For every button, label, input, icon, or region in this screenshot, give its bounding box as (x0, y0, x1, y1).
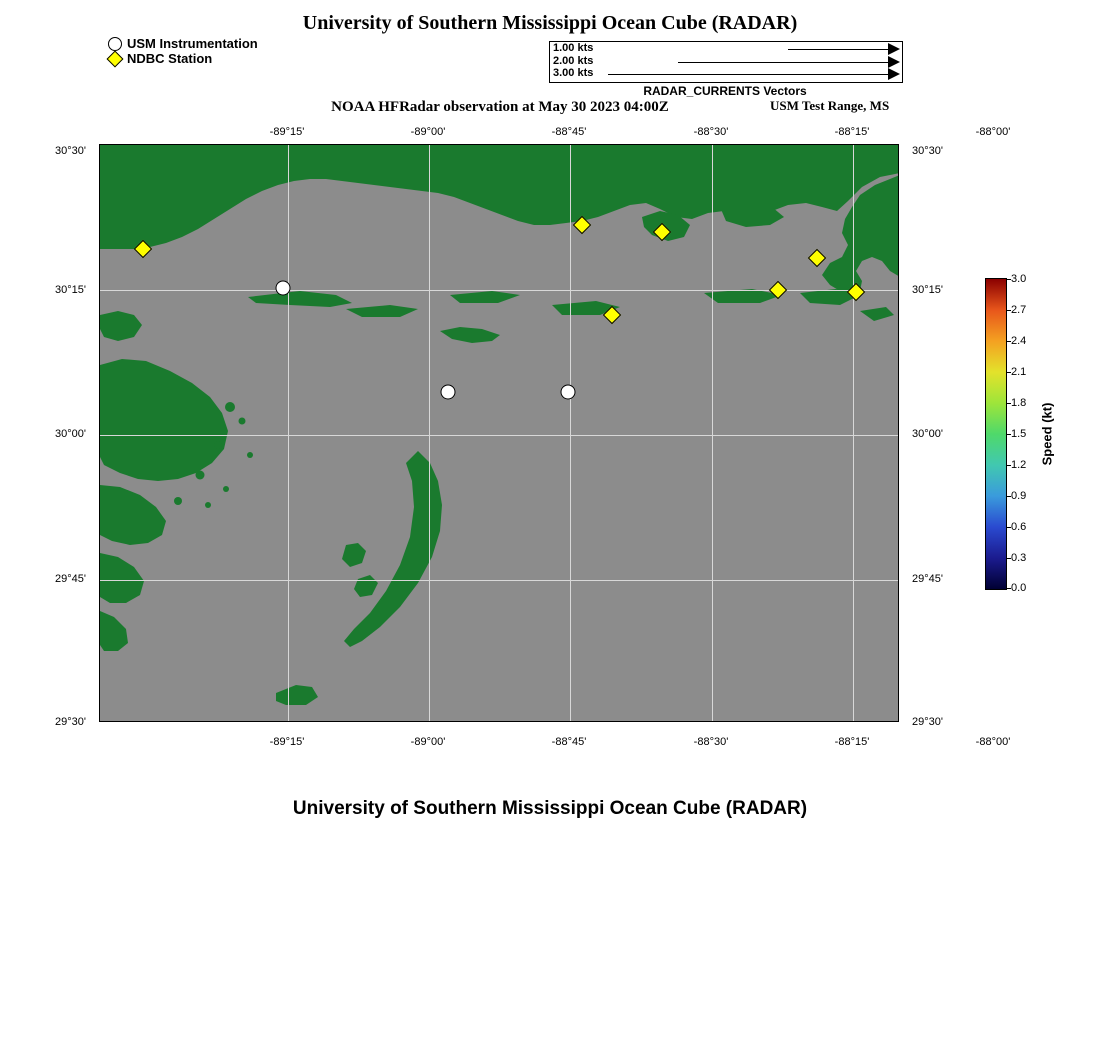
gridline-vertical (853, 145, 854, 721)
x-tick-top-5: -88°00' (975, 126, 1011, 138)
vector-line-1 (788, 49, 888, 50)
colorbar-tick-1: 2.7 (1011, 304, 1027, 316)
vector-line-3 (608, 74, 888, 75)
colorbar-tick-5: 1.5 (1011, 428, 1027, 440)
vector-scale-box (549, 41, 903, 83)
usm-instrumentation-marker[interactable] (561, 385, 576, 400)
y-tick-left-4: 29°30' (55, 716, 86, 728)
footer-title: University of Southern Mississippi Ocean Cube (RADAR) (292, 798, 808, 819)
x-tick-top-4: -88°15' (834, 126, 870, 138)
test-range-label: USM Test Range, MS (770, 98, 890, 113)
colorbar-tick-4: 1.8 (1011, 397, 1027, 409)
coastline-geometry (100, 145, 898, 721)
colorbar-tick-6: 1.2 (1011, 459, 1027, 471)
gridline-vertical (288, 145, 289, 721)
diamond-marker-icon (107, 50, 124, 67)
gridline-vertical (429, 145, 430, 721)
y-tick-left-1: 30°15' (55, 284, 86, 296)
vector-line-2 (678, 62, 888, 63)
map-canvas[interactable] (99, 144, 899, 722)
x-tick-bottom-1: -89°00' (410, 736, 446, 748)
legend-label-ndbc: NDBC Station (127, 51, 213, 66)
vector-scale-caption: RADAR_CURRENTS Vectors (643, 84, 807, 98)
colorbar-tick-8: 0.6 (1011, 521, 1027, 533)
observation-title: NOAA HFRadar observation at May 30 2023 04:00Z (331, 99, 669, 115)
legend-item-usm (108, 36, 368, 51)
page-title: University of Southern Mississippi Ocean Cube (RADAR) (302, 12, 798, 34)
y-tick-left-0: 30°30' (55, 145, 86, 157)
speed-colorbar (985, 273, 1075, 594)
y-tick-right-4: 29°30' (912, 716, 943, 728)
colorbar-tick-3: 2.1 (1011, 366, 1027, 378)
usm-instrumentation-marker[interactable] (276, 281, 291, 296)
map-legend (108, 36, 368, 66)
gridline-horizontal (100, 580, 898, 581)
x-tick-bottom-2: -88°45' (551, 736, 587, 748)
vector-arrowhead-2 (888, 56, 900, 68)
colorbar-tick-0: 3.0 (1011, 273, 1027, 285)
circle-marker-icon (108, 37, 122, 51)
gridline-horizontal (100, 435, 898, 436)
vector-arrowhead-1 (888, 43, 900, 55)
colorbar-tick-9: 0.3 (1011, 552, 1027, 564)
colorbar-tick-2: 2.4 (1011, 335, 1027, 347)
y-tick-right-3: 29°45' (912, 573, 943, 585)
y-tick-right-0: 30°30' (912, 145, 943, 157)
legend-label-usm: USM Instrumentation (127, 36, 258, 51)
colorbar-gradient (985, 278, 1007, 590)
vector-arrowhead-3 (888, 68, 900, 80)
colorbar-tick-7: 0.9 (1011, 490, 1027, 502)
usm-instrumentation-marker[interactable] (441, 385, 456, 400)
x-tick-top-1: -89°00' (410, 126, 446, 138)
vector-scale-row-1 (550, 43, 902, 56)
x-tick-top-2: -88°45' (551, 126, 587, 138)
y-tick-right-1: 30°15' (912, 284, 943, 296)
y-tick-left-2: 30°00' (55, 428, 86, 440)
colorbar-tick-10: 0.0 (1011, 582, 1027, 594)
x-tick-bottom-5: -88°00' (975, 736, 1011, 748)
vector-scale-label-3: 3.00 kts (553, 67, 594, 79)
vector-scale-row-3 (550, 68, 902, 81)
x-tick-bottom-3: -88°30' (693, 736, 729, 748)
x-tick-top-0: -89°15' (269, 126, 305, 138)
gridline-vertical (570, 145, 571, 721)
gridline-vertical (712, 145, 713, 721)
y-tick-right-2: 30°00' (912, 428, 943, 440)
y-tick-left-3: 29°45' (55, 573, 86, 585)
legend-item-ndbc (108, 51, 368, 66)
x-tick-bottom-0: -89°15' (269, 736, 305, 748)
colorbar-title: Speed (kt) (1039, 402, 1055, 466)
vector-scale-label-2: 2.00 kts (553, 55, 594, 67)
x-tick-bottom-4: -88°15' (834, 736, 870, 748)
x-tick-top-3: -88°30' (693, 126, 729, 138)
vector-scale-label-1: 1.00 kts (553, 42, 594, 54)
